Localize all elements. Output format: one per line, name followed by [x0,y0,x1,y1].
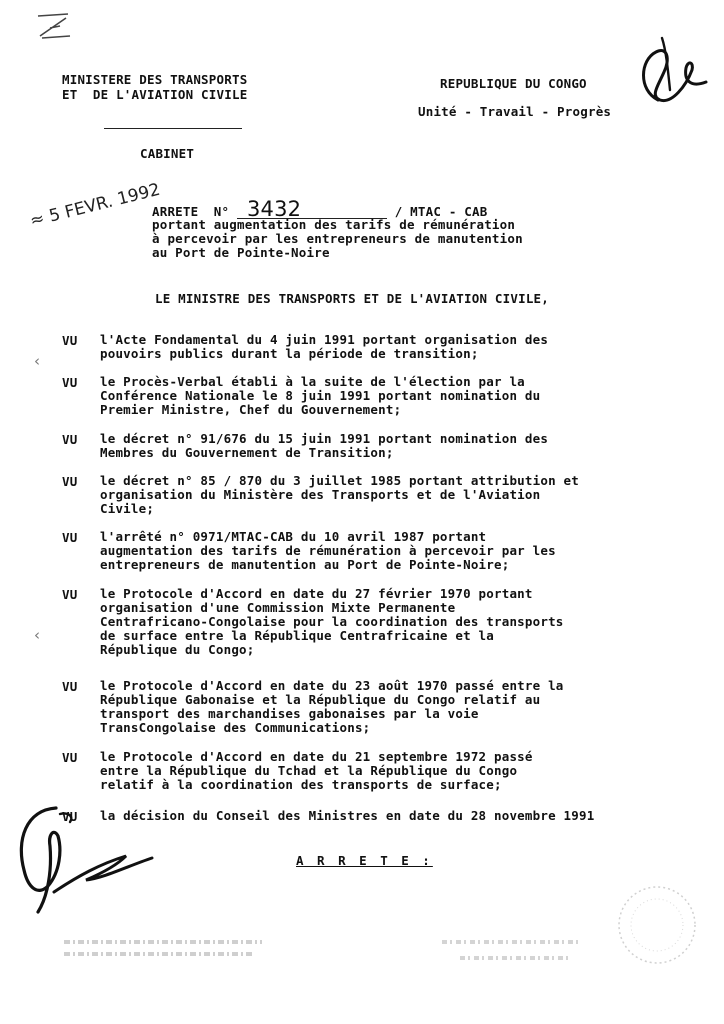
vu-label: VU [62,587,78,602]
margin-bracket-mark: ‹ [34,352,40,370]
republic-title: REPUBLIQUE DU CONGO [440,76,587,91]
subject-line: au Port de Pointe-Noire [152,245,330,260]
ministry-header [62,72,247,102]
date-stamp-mark: ≈ [28,207,52,232]
consideration-text: la décision du Conseil des Ministres en date du 28 novembre 1991 [100,808,595,823]
vu-label: VU [62,474,78,489]
faint-seal-stamp [612,880,702,970]
vu-label: VU [62,530,78,545]
subject-line: portant augmentation des tarifs de rémunération [152,217,516,232]
margin-bracket-mark: ‹ [34,626,40,644]
vu-label: VU [62,750,78,765]
consideration-text: le Protocole d'Accord en date du 23 août 1970 passé entre la République Gabonaise et la République du Congo relatif au transport des marchandises gabonaises par la voie TransCongolaise des Communications; [100,678,564,735]
header-divider [104,128,242,129]
consideration-text: l'Acte Fondamental du 4 juin 1991 portant organisation des pouvoirs publics durant la période de transition; [100,332,549,361]
date-stamp-text: 5 FEVR. 1992 [47,179,163,227]
subject-line: à percevoir par les entrepreneurs de manutention [152,231,523,246]
consideration-text: le décret n° 85 / 870 du 3 juillet 1985 portant attribution et organisation du Ministère des Transports et de l'Aviation Civile; [100,473,579,516]
vu-label: VU [62,809,78,824]
signature-bottom-left [8,800,158,920]
consideration-text: le Protocole d'Accord en date du 27 février 1970 portant organisation d'une Commission Mixte Permanente Centrafricano-Congolaise pour la coordination des transports de surface entre la République Centrafricaine et la République du Congo; [100,586,564,657]
arrete-prefix: ARRETE N° [152,204,230,219]
consideration-text: le décret n° 91/676 du 15 juin 1991 portant nomination des Membres du Gouvernement de Transition; [100,431,549,460]
faint-bleed-through-right [440,934,600,968]
ministry-line-2: ET DE L'AVIATION CIVILE [62,87,248,102]
vu-label: VU [62,333,78,348]
faint-bleed-through-right-marks [440,934,600,968]
vu-label: VU [62,679,78,694]
date-stamp [28,180,162,232]
signature-top-right [628,30,708,116]
republic-motto: Unité - Travail - Progrès [418,104,612,119]
cabinet-label: CABINET [140,146,195,161]
vu-label: VU [62,375,78,390]
vu-label: VU [62,432,78,447]
faint-bleed-through-left [62,934,282,964]
minister-line: LE MINISTRE DES TRANSPORTS ET DE L'AVIATION CIVILE, [155,291,550,306]
consideration-text: le Procès-Verbal établi à la suite de l'élection par la Conférence Nationale le 8 juin 1991 portant nomination du Premier Ministre, Chef du Gouvernement; [100,374,541,417]
arrete-subject [152,218,523,260]
decree-heading: A R R E T E : [296,853,433,868]
ministry-line-1: MINISTERE DES TRANSPORTS [62,72,248,87]
faint-bleed-through-left-marks [62,934,282,964]
arrete-suffix: / MTAC - CAB [394,204,488,219]
consideration-text: le Protocole d'Accord en date du 21 septembre 1972 passé entre la République du Tchad et la République du Congo relatif à la coordination des transports de surface; [100,749,533,792]
arrete-number: 3432 [237,200,387,219]
initials-mark [30,6,80,46]
consideration-text: l'arrêté n° 0971/MTAC-CAB du 10 avril 1987 portant augmentation des tarifs de rémunération à percevoir par les entrepreneurs de manutention au Port de Pointe-Noire; [100,529,556,572]
